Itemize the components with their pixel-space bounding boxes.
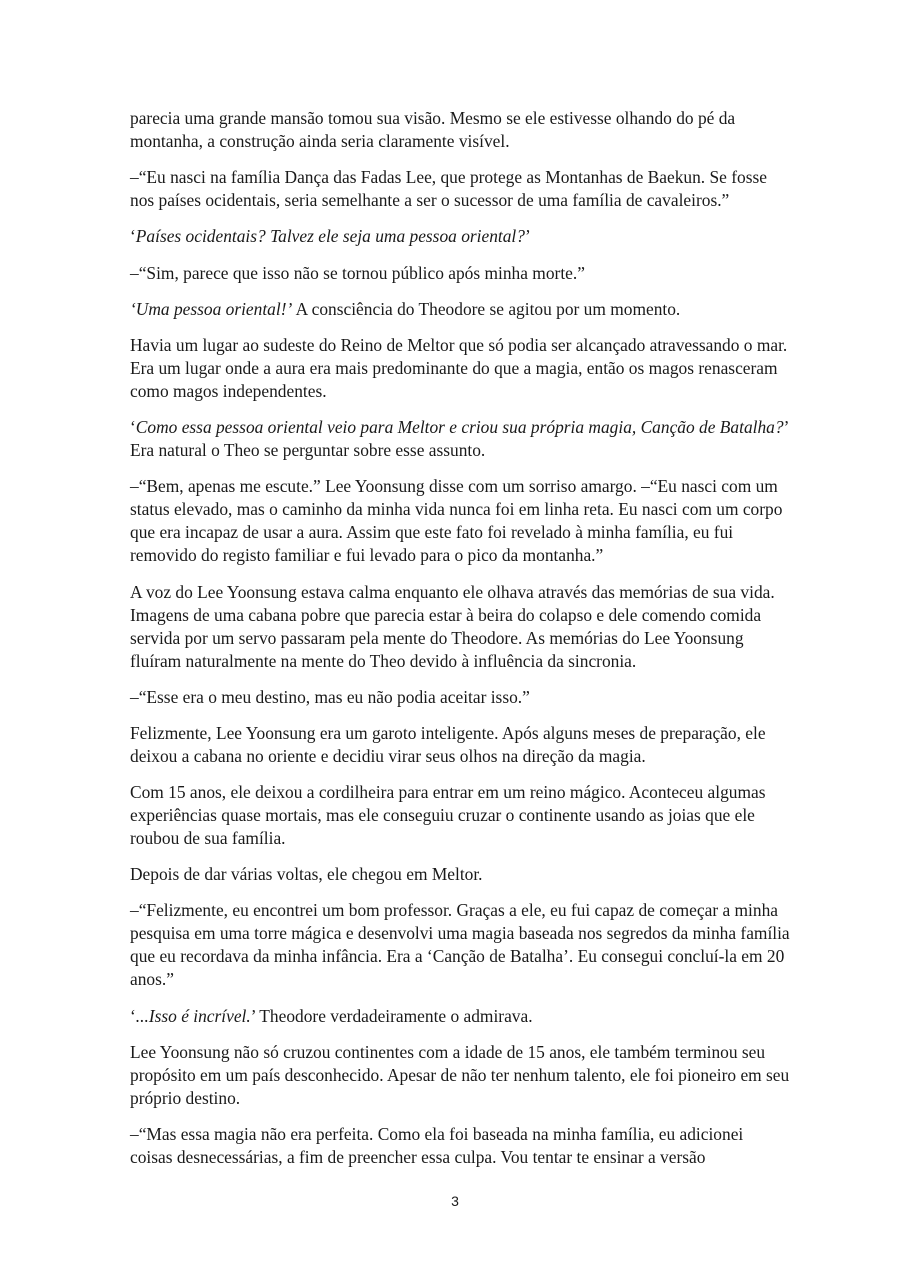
paragraph-5: ‘Uma pessoa oriental!’ A consciência do Theodore se agitou por um momento. — [130, 298, 681, 319]
paragraph-3-thought: ‘Países ocidentais? Talvez ele seja uma pessoa oriental?’ — [130, 226, 531, 247]
italic-thought: ‘Uma pessoa oriental!’ — [130, 298, 293, 319]
paragraph-12: Com 15 anos, ele deixou a cordilheira para entrar em um reino mágico. Aconteceu algumas experiências quase mortais, mas ele conseguiu cruzar o continente usando as joias que ele roubou de sua família. — [130, 782, 766, 849]
italic-thought: ...Isso é incrível. — [135, 1005, 251, 1026]
paragraph-2: –“Eu nasci na família Dança das Fadas Lee, que protege as Montanhas de Baekun. Se fosse nos países ocidentais, seria semelhante a ser o sucessor de uma família de cavaleiros.” — [130, 167, 767, 211]
body-text — [130, 107, 790, 1182]
paragraph-14: –“Felizmente, eu encontrei um bom professor. Graças a ele, eu fui capaz de começar a minha pesquisa em uma torre mágica e desenvolvi uma magia baseada nos segredos da minha família que eu recordava da minha infância. Era a ‘Canção de Batalha’. Eu consegui concluí-la em 20 anos.” — [130, 900, 790, 990]
italic-thought: Países ocidentais? Talvez ele seja uma pessoa oriental? — [135, 226, 525, 247]
paragraph-15: ‘...Isso é incrível.’ Theodore verdadeiramente o admirava. — [130, 1005, 533, 1026]
paragraph-4: –“Sim, parece que isso não se tornou público após minha morte.” — [130, 262, 585, 283]
italic-thought: Como essa pessoa oriental veio para Meltor e criou sua própria magia, Canção de Batalha? — [135, 417, 784, 438]
paragraph-1: parecia uma grande mansão tomou sua visão. Mesmo se ele estivesse olhando do pé da montanha, a construção ainda seria claramente visível. — [130, 108, 736, 151]
page-number: 3 — [451, 1193, 459, 1209]
paragraph-8: –“Bem, apenas me escute.” Lee Yoonsung disse com um sorriso amargo. –“Eu nasci com um status elevado, mas o caminho da minha vida nunca foi em linha reta. Eu nasci com um corpo que era incapaz de usar a aura. Assim que este fato foi revelado à minha família, eu fui removido do registo familiar e fui levado para o pico da montanha.” — [130, 476, 783, 566]
paragraph-7: ‘Como essa pessoa oriental veio para Meltor e criou sua própria magia, Canção de Batalha?’ Era natural o Theo se perguntar sobre esse assunto. — [130, 417, 789, 461]
paragraph-10: –“Esse era o meu destino, mas eu não podia aceitar isso.” — [130, 686, 530, 707]
paragraph-16: Lee Yoonsung não só cruzou continentes com a idade de 15 anos, ele também terminou seu propósito em um país desconhecido. Apesar de não ter nenhum talento, ele foi pioneiro em seu próprio destino. — [130, 1041, 790, 1108]
paragraph-6: Havia um lugar ao sudeste do Reino de Meltor que só podia ser alcançado atravessando o mar. Era um lugar onde a aura era mais predominante do que a magia, então os magos renasceram como magos independentes. — [130, 334, 788, 401]
paragraph-11: Felizmente, Lee Yoonsung era um garoto inteligente. Após alguns meses de preparação, ele deixou a cabana no oriente e decidiu virar seus olhos na direção da magia. — [130, 722, 766, 766]
paragraph-9: A voz do Lee Yoonsung estava calma enquanto ele olhava através das memórias de sua vida. Imagens de uma cabana pobre que parecia estar à beira do colapso e dele comendo comida servida por um servo passaram pela mente do Theodore. As memórias do Lee Yoonsung fluíram naturalmente na mente do Theo devido à influência da sincronia. — [130, 581, 775, 671]
paragraph-13: Depois de dar várias voltas, ele chegou em Meltor. — [130, 864, 483, 885]
paragraph-17: –“Mas essa magia não era perfeita. Como ela foi baseada na minha família, eu adicionei coisas desnecessárias, a fim de preencher essa culpa. Vou tentar te ensinar a versão — [130, 1124, 744, 1167]
